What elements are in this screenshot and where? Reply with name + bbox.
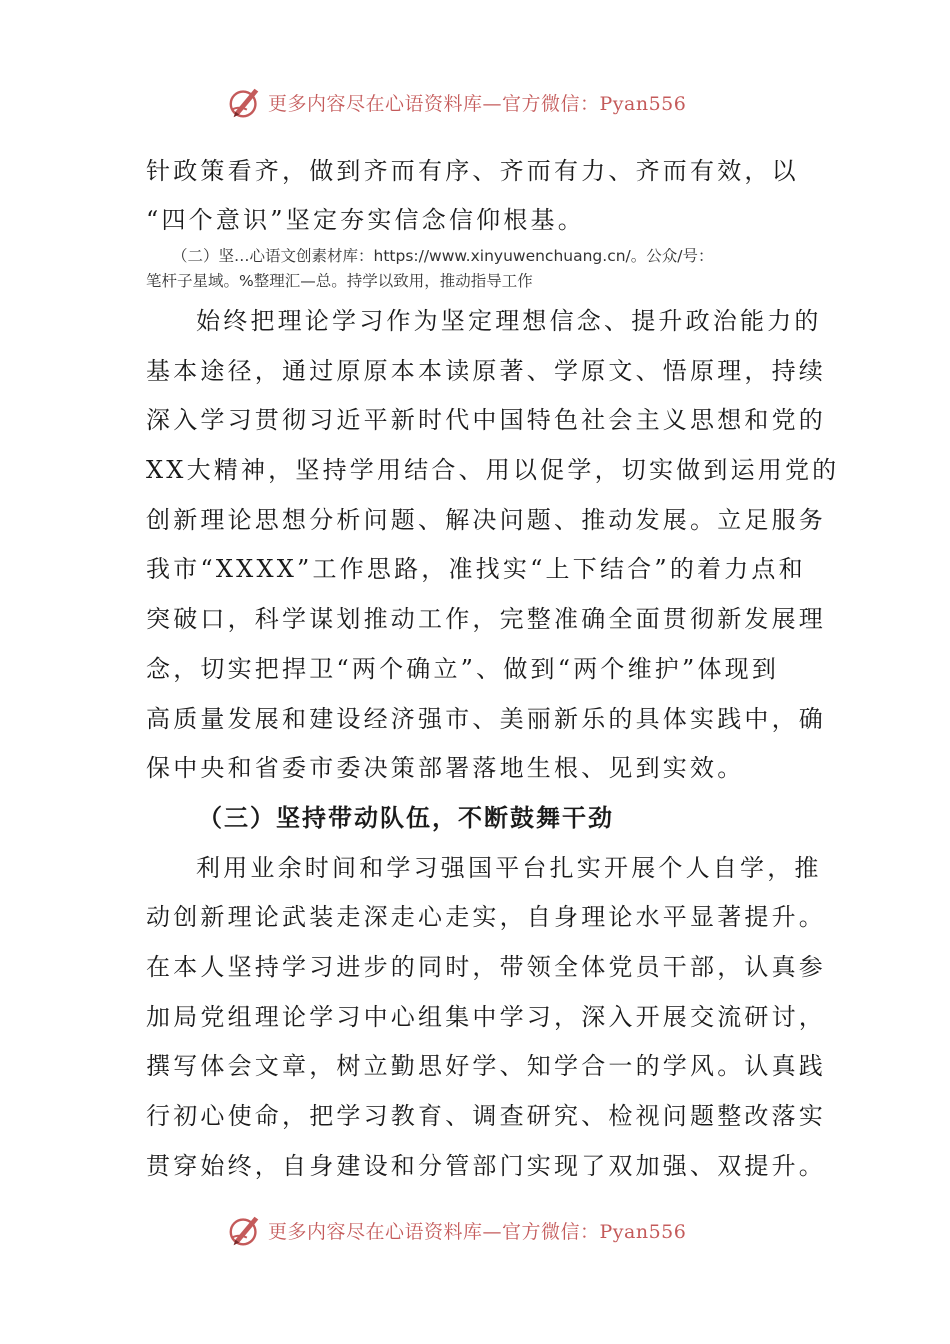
banner-text: 更多内容尽在心语资料库—官方微信：Pyan556 [268,1220,687,1243]
text-line: 撰写体会文章，树立勤思好学、知学合一的学风。认真践 [146,1052,826,1080]
text-line: 深入学习贯彻习近平新时代中国特色社会主义思想和党的 [146,406,826,434]
text-line: “四个意识”坚定夯实信念信仰根基。 [146,206,585,234]
text-line: 念，切实把捍卫“两个确立”、做到“两个维护”体现到 [146,655,780,683]
header-banner [226,82,746,122]
text-line: 高质量发展和建设经济强市、美丽新乐的具体实践中，确 [146,705,826,733]
footer-banner [226,1210,746,1250]
text-line: 贯穿始终，自身建设和分管部门实现了双加强、双提升。 [146,1152,826,1180]
banner-text: 更多内容尽在心语资料库—官方微信：Pyan556 [268,92,687,115]
text-line: 突破口，科学谋划推动工作，完整准确全面贯彻新发展理 [146,605,826,633]
text-line: 利用业余时间和学习强国平台扎实开展个人自学，推 [196,854,822,882]
text-line: 始终把理论学习作为坚定理想信念、提升政治能力的 [196,307,822,335]
text-line: 动创新理论武装走深走心走实，自身理论水平显著提升。 [146,903,826,931]
section-heading: （三）坚持带动队伍，不断鼓舞干劲 [198,803,614,832]
text-line: 基本途径，通过原原本本读原著、学原文、悟原理，持续 [146,357,826,385]
watermark-note-line: （二）坚…心语文创素材库：https://www.xinyuwenchuang.cn/。公众/号： [172,247,714,265]
text-line: 针政策看齐，做到齐而有序、齐而有力、齐而有效，以 [146,157,799,185]
text-line: 创新理论思想分析问题、解决问题、推动发展。立足服务 [146,506,826,534]
text-line: 保中央和省委市委决策部署落地生根、见到实效。 [146,754,745,782]
pen-logo-icon [226,1211,264,1249]
text-line: 我市“XXXX”工作思路，准找实“上下结合”的着力点和 [146,555,806,583]
watermark-note-line: 笔杆子星域。%整理汇—总。持学以致用，推动指导工作 [146,272,533,290]
text-line: 在本人坚持学习进步的同时，带领全体党员干部，认真参 [146,953,826,981]
pen-logo-icon [226,83,264,121]
text-line: 行初心使命，把学习教育、调查研究、检视问题整改落实 [146,1102,826,1130]
text-line: 加局党组理论学习中心组集中学习，深入开展交流研讨， [146,1003,826,1031]
text-line: XX大精神，坚持学用结合、用以促学，切实做到运用党的 [146,456,840,484]
